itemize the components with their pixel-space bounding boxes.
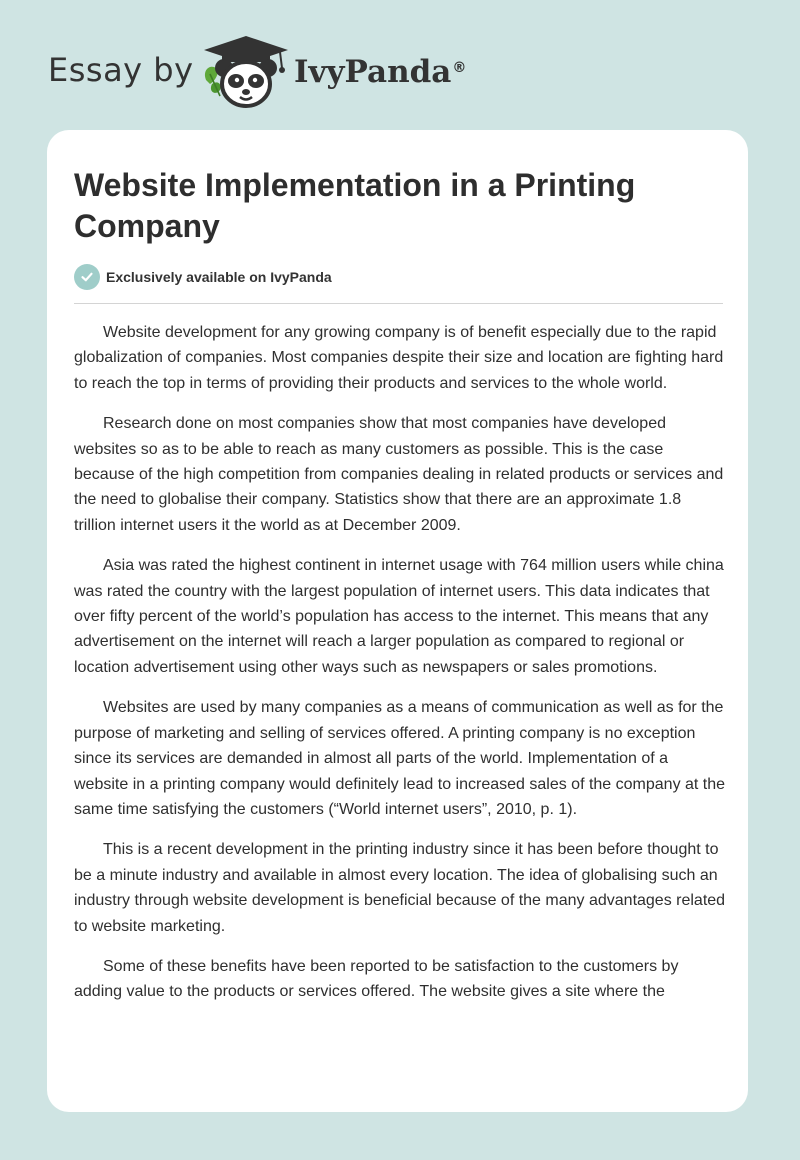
registered-mark: ® xyxy=(452,60,467,76)
paragraph: Websites are used by many companies as a means of communication as well as for the purpose of marketing and selling of services offered. A printing company is no exception since its services are demanded in almost all parts of the world. Implementation of a website in a printing company would definitely lead to increased sales of the company at the same time satisfying the customers (“World internet users”, 2010, p. 1). xyxy=(74,699,726,818)
article-card xyxy=(47,130,748,1112)
site-header xyxy=(0,0,800,130)
divider xyxy=(74,303,723,304)
paragraph: Some of these benefits have been reported to be satisfaction to the customers by adding value to the products or services offered. The website gives a site where the xyxy=(74,957,679,1001)
article-title: Website Implementation in a Printing Company xyxy=(74,167,636,244)
check-icon xyxy=(74,264,100,290)
essay-by-label: Essay by xyxy=(48,51,194,89)
brand-name: IvyPanda xyxy=(294,54,452,90)
brand-logo-text[interactable] xyxy=(294,50,466,94)
exclusive-badge xyxy=(74,264,332,290)
paragraph: Research done on most companies show that most companies have developed websites so as to be able to reach as many customers as possible. This is the case because of the high competition from companies dealing in related products or services and the need to globalise their company. Statistics show that there are an approximate 1.8 trillion internet users it the world as at December 2009. xyxy=(74,415,724,534)
paragraph: Website development for any growing company is of benefit especially due to the rapid globalization of companies. Most companies despite their size and location are fighting hard to reach the top in terms of providing their products and services to the whole world. xyxy=(74,324,724,392)
article-body xyxy=(74,320,726,1020)
panda-graduate-icon[interactable] xyxy=(200,34,292,110)
exclusive-label: Exclusively available on IvyPanda xyxy=(106,269,332,285)
paragraph: This is a recent development in the printing industry since it has been before thought to be a minute industry and available in almost every location. The idea of globalising such an industry through website development is beneficial because of the many advantages related to website marketing. xyxy=(74,841,726,935)
paragraph: Asia was rated the highest continent in internet usage with 764 million users while china was rated the country with the largest population of internet users. This data indicates that over fifty percent of the world’s population has access to the internet. This means that any advertisement on the internet will reach a larger population as compared to regional or location advertisement using other ways such as newspapers or sales promotions. xyxy=(74,557,724,676)
